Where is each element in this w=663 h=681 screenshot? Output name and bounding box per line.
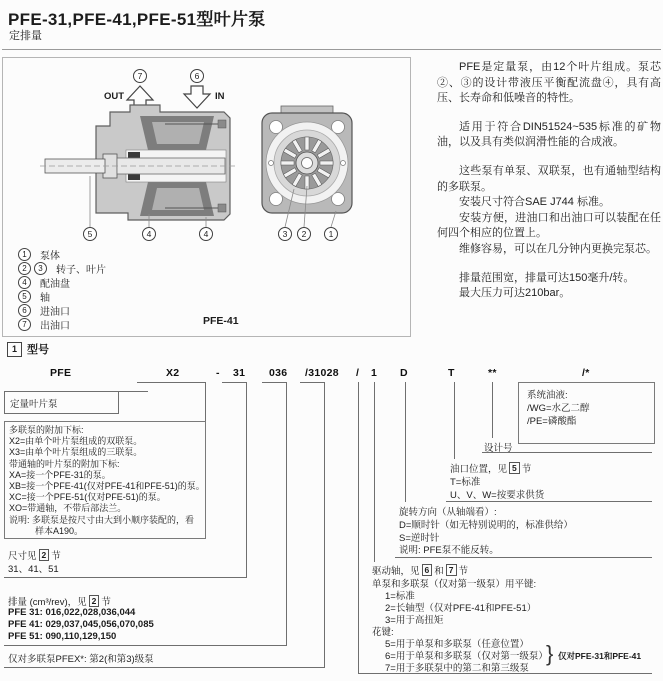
shaft-block-line: 2=长轴型（仅对PFE-41和PFE-51） xyxy=(385,603,537,614)
shaft-block-title: 驱动轴，见 6 和 7 节 xyxy=(372,565,469,577)
legend-item xyxy=(18,247,60,262)
legend-num: 7 xyxy=(18,318,31,331)
pump-type-label: 定量叶片泵 xyxy=(10,399,58,410)
intro-paragraph: 适用于符合DIN51524~535标准的矿物油，以及具有类似润滑性能的合成液。 xyxy=(437,120,661,149)
legend-label: 轴 xyxy=(40,293,50,304)
legend-label: 转子、叶片 xyxy=(56,265,106,276)
connector-line xyxy=(324,382,325,668)
legend-num: 1 xyxy=(18,248,31,261)
legend-item xyxy=(18,317,70,332)
variant-note: 仅对多联泵PFEX*: 第2(和第3)级泵 xyxy=(8,654,154,665)
brace-glyph: } xyxy=(546,641,554,666)
legend-label: 泵体 xyxy=(40,251,60,262)
displacement-row: PFE 41: 029,037,045,056,070,085 xyxy=(8,619,154,630)
callout-inlet: 6 xyxy=(190,69,204,83)
rotation-block-line: D=顺时针（如无特别说明的，标准供给） xyxy=(399,520,573,531)
in-label: IN xyxy=(215,91,225,102)
code-token-slash: / xyxy=(356,367,360,379)
block-line: XO=带通轴，不带后部法兰。 xyxy=(9,503,127,514)
connector-line xyxy=(492,382,493,438)
block-line: XA=接一个PFE-31的泵。 xyxy=(9,469,111,480)
callout-plate-right: 4 xyxy=(199,227,213,241)
shaft-block-line: 1=标准 xyxy=(385,591,415,602)
connector-line xyxy=(446,501,652,502)
connector-line xyxy=(358,382,359,674)
block-line: 多联泵的附加下标: xyxy=(9,425,84,435)
legend-item xyxy=(18,275,70,290)
block-line: X2=由单个叶片泵组成的双联泵。 xyxy=(9,436,143,447)
size-block-title: 尺寸见 2 节 xyxy=(8,550,61,562)
block-line: /WG=水乙二醇 xyxy=(527,403,590,414)
design-number-label: 设计号 xyxy=(484,443,513,454)
block-line: 带通轴的叶片泵的附加下标: xyxy=(9,458,120,469)
legend-item xyxy=(18,261,106,276)
size-block-values: 31、41、51 xyxy=(8,564,59,575)
shaft-block-line: 5=用于单泵和多联泵（任意位置） xyxy=(385,639,529,650)
block-line: 系统油液: xyxy=(527,390,568,401)
section-number-box: 1 xyxy=(7,342,22,357)
intro-paragraph: 最大压力可达210bar。 xyxy=(459,287,571,300)
title-rule xyxy=(2,49,661,50)
connector-line xyxy=(300,382,325,383)
callout-outlet: 7 xyxy=(133,69,147,83)
callout-rotor: 2 xyxy=(297,227,311,241)
code-token-variant: /31028 xyxy=(305,367,339,379)
legend-label: 出油口 xyxy=(40,321,70,332)
block-line: XC=接一个PFE-51(仅对PFE-51)的泵。 xyxy=(9,492,166,503)
callout-ring: 3 xyxy=(278,227,292,241)
legend-num: 6 xyxy=(18,304,31,317)
ports-block-title: 油口位置，见 5 节 xyxy=(450,463,532,475)
shaft-block-line: 花键: xyxy=(372,627,394,638)
connector-line xyxy=(454,382,455,459)
legend-item xyxy=(18,289,50,304)
legend-num: 5 xyxy=(18,290,31,303)
connector-line xyxy=(4,577,247,578)
connector-line xyxy=(286,382,287,646)
connector-line xyxy=(118,391,119,414)
block-line: /PE=磷酸酯 xyxy=(527,416,577,427)
figure-frame xyxy=(2,57,411,337)
intro-paragraph: 安装尺寸符合SAE J744 标准。 xyxy=(459,196,610,209)
legend-label: 配油盘 xyxy=(40,279,70,290)
page-title: PFE-31,PFE-41,PFE-51型叶片泵 xyxy=(8,10,266,29)
section-header xyxy=(7,341,49,357)
connector-line xyxy=(4,391,148,392)
displacement-row: PFE 31: 016,022,028,036,044 xyxy=(8,607,136,618)
connector-line xyxy=(4,391,5,414)
legend-num: 2 xyxy=(18,262,31,275)
connector-line xyxy=(246,382,247,578)
block-line: XB=接一个PFE-41(仅对PFE-41和PFE-51)的泵。 xyxy=(9,481,205,492)
code-token-pfe: PFE xyxy=(50,367,72,379)
code-token-shaft: 1 xyxy=(371,367,378,379)
code-token-rotation: D xyxy=(400,367,408,379)
rotation-block-line: 说明: PFE泵不能反转。 xyxy=(399,545,499,556)
connector-line xyxy=(205,382,206,421)
ports-block-line: T=标准 xyxy=(450,477,481,488)
block-line: X3=由单个叶片泵组成的三联泵。 xyxy=(9,447,143,458)
legend-num: 4 xyxy=(18,276,31,289)
connector-line xyxy=(405,382,406,502)
brace-note: 仅对PFE-31和PFE-41 xyxy=(558,651,642,661)
code-token-size: 31 xyxy=(233,367,246,379)
connector-line xyxy=(4,413,119,414)
connector-line xyxy=(395,557,652,558)
shaft-block-line: 6=用于单泵和多联泵（仅对第一级泵） xyxy=(385,651,548,662)
code-token-ports: T xyxy=(448,367,455,379)
rotation-block-line: 旋转方向（从轴端看）: xyxy=(399,507,497,518)
intro-paragraph: 排量范围宽，排量可达150毫升/转。 xyxy=(459,271,635,284)
figure-caption: PFE-41 xyxy=(203,315,239,327)
intro-paragraph: 维修容易，可以在几分钟内更换完泵芯。 xyxy=(459,243,657,256)
rotation-block-line: S=逆时针 xyxy=(399,533,440,544)
displacement-row: PFE 51: 090,110,129,150 xyxy=(8,631,117,642)
system-fluid-block xyxy=(518,382,655,444)
intro-paragraph: 安装方便，进油口和出油口可以装配在任何四个相应的位置上。 xyxy=(437,211,661,240)
code-token-fluid: /* xyxy=(582,367,590,379)
intro-paragraph: PFE是定量泵，由12个叶片组成。泵芯②、③的设计带液压平衡配流盘④，具有高压、长寿命和低噪音的特性。 xyxy=(437,61,661,105)
ports-block-line: U、V、W=按要求供货 xyxy=(450,490,545,501)
connector-line xyxy=(137,382,206,383)
code-token-dash: - xyxy=(216,367,220,379)
displacement-block-title: 排量 (cm³/rev)，见 2 节 xyxy=(8,596,111,608)
connector-line xyxy=(4,667,325,668)
callout-plate-left: 4 xyxy=(142,227,156,241)
callout-body: 1 xyxy=(324,227,338,241)
connector-line xyxy=(262,382,287,383)
callout-shaft: 5 xyxy=(83,227,97,241)
intro-paragraph: 这些泵有单泵、双联泵，也有通轴型结构的多联泵。 xyxy=(437,165,661,193)
legend-num: 3 xyxy=(34,262,47,275)
multiple-pump-subscript-block xyxy=(4,421,206,539)
code-token-x: X2 xyxy=(166,367,180,379)
block-line: 说明: 多联泵是按尺寸由大到小顺序装配的，看 xyxy=(9,514,195,525)
page-subtitle: 定排量 xyxy=(9,30,42,42)
connector-line xyxy=(374,382,375,562)
code-token-design: ** xyxy=(488,367,497,379)
out-label: OUT xyxy=(103,91,124,102)
shaft-block-line: 单泵和多联泵（仅对第一级泵）用平键: xyxy=(372,579,537,590)
block-line: 样本A190。 xyxy=(35,525,84,536)
code-token-displacement: 036 xyxy=(269,367,288,379)
connector-line xyxy=(222,382,247,383)
shaft-block-line: 3=用于高扭矩 xyxy=(385,615,444,626)
shaft-block-line: 7=用于多联泵中的第二和第三级泵 xyxy=(385,663,529,674)
legend-item xyxy=(18,303,70,318)
connector-line xyxy=(4,645,287,646)
intro-text-column xyxy=(437,60,661,302)
section-title: 型号 xyxy=(27,344,49,356)
legend-label: 进油口 xyxy=(40,307,70,318)
